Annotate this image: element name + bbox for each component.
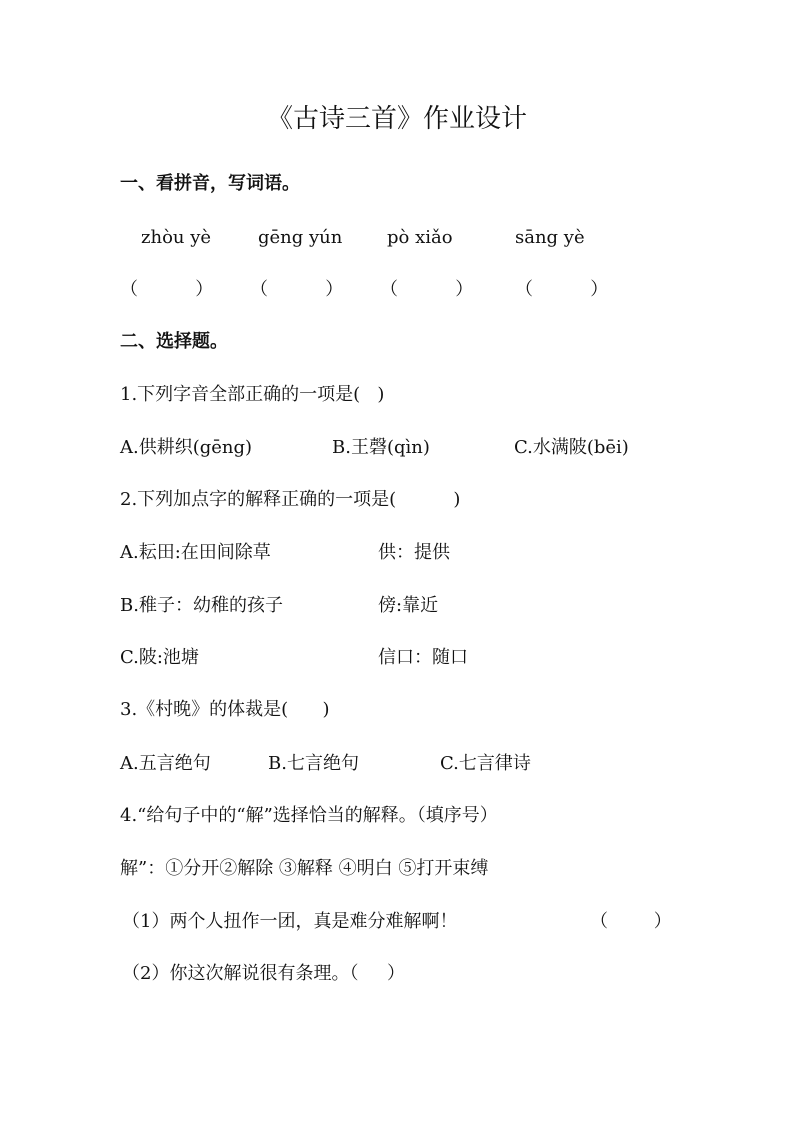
answer-blank-row: [0, 278, 794, 302]
answer-blank[interactable]: （ ）: [515, 279, 609, 300]
question-4-item: [0, 910, 794, 934]
section2-heading: 二、选择题。: [120, 331, 228, 352]
question-2-option-row: [0, 541, 794, 565]
option-a[interactable]: A.五言绝句: [120, 753, 211, 774]
question-4-item-text: （2）你这次解说很有条理。（ ）: [122, 963, 406, 984]
question-1-stem: 1.下列字音全部正确的一项是( ): [120, 384, 385, 405]
option-c[interactable]: C.陂:池塘: [120, 647, 199, 668]
question-2-stem: 2.下列加点字的解释正确的一项是( ): [120, 489, 461, 510]
pinyin-row: [0, 226, 794, 250]
answer-blank[interactable]: （ ）: [590, 911, 672, 932]
pinyin-item: sāng yè: [515, 227, 585, 248]
option-c[interactable]: C.七言律诗: [440, 753, 531, 774]
question-1-options: [0, 436, 794, 460]
option-a[interactable]: A.供耕织(gēng): [120, 437, 253, 458]
option-c-extra: 信口：随口: [378, 647, 468, 668]
question-4-item-text: （1）两个人扭作一团，真是难分难解啊！: [122, 911, 458, 932]
page-title: 《古诗三首》作业设计: [266, 104, 527, 134]
option-b-extra: 傍:靠近: [378, 595, 439, 616]
option-b[interactable]: B.稚子：幼稚的孩子: [120, 595, 283, 616]
option-b[interactable]: B.王磬(qìn): [332, 437, 430, 458]
question-4-choices: 解”：①分开②解除 ③解释 ④明白 ⑤打开束缚: [120, 858, 489, 879]
pinyin-item: pò xiǎo: [387, 227, 453, 248]
question-3-stem: 3.《村晚》的体裁是( ): [120, 699, 330, 720]
option-b[interactable]: B.七言绝句: [268, 753, 359, 774]
option-c[interactable]: C.水满陂(bēi): [514, 437, 629, 458]
question-4-item: [0, 962, 794, 986]
question-4-stem: 4.“给句子中的“解”选择恰当的解释。（填序号）: [120, 805, 498, 826]
option-a-extra: 供：提供: [378, 542, 450, 563]
answer-blank[interactable]: （ ）: [120, 279, 214, 300]
question-2-option-row: [0, 594, 794, 618]
section1-heading: 一、看拼音，写词语。: [120, 173, 300, 194]
answer-blank[interactable]: （ ）: [250, 279, 344, 300]
pinyin-item: gēng yún: [258, 227, 343, 248]
pinyin-item: zhòu yè: [141, 227, 212, 248]
answer-blank[interactable]: （ ）: [380, 279, 474, 300]
question-3-options: [0, 752, 794, 776]
question-2-option-row: [0, 646, 794, 670]
option-a[interactable]: A.耘田:在田间除草: [120, 542, 271, 563]
